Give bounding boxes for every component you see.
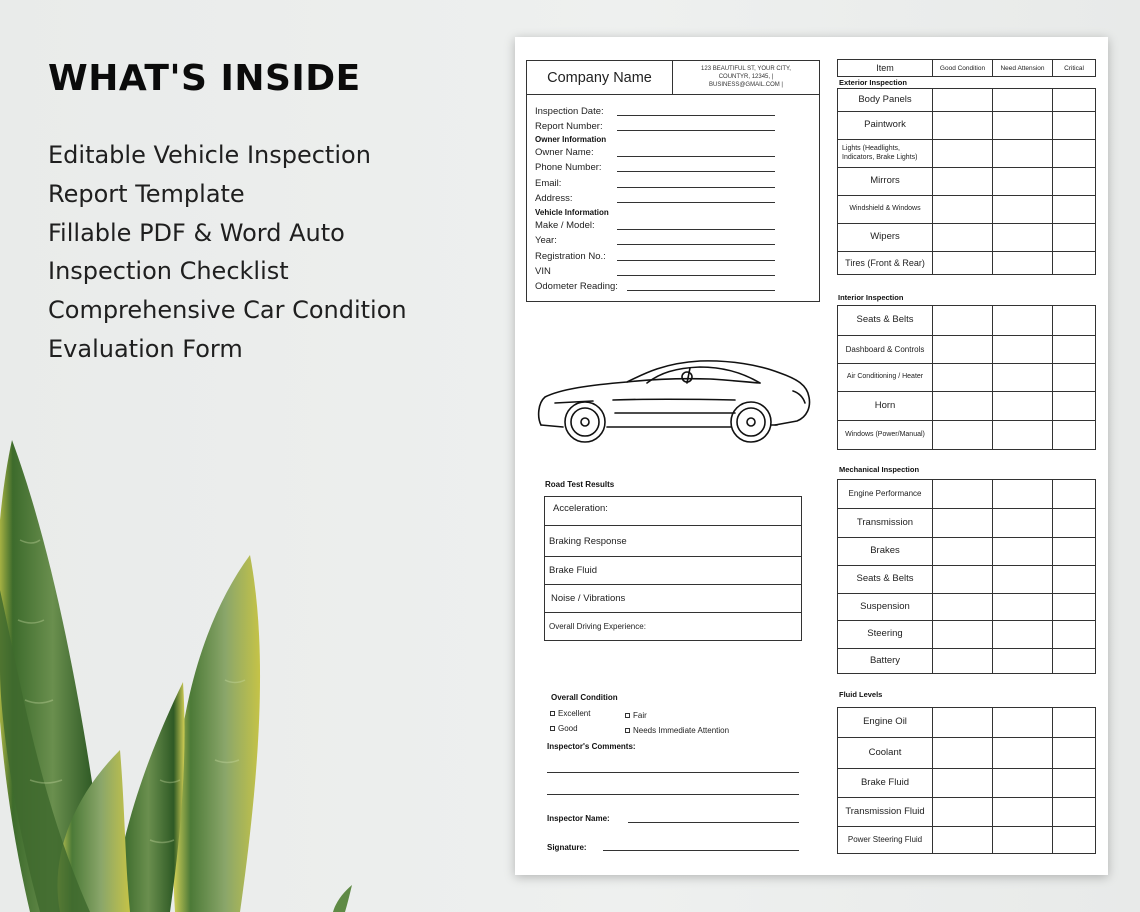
attention-cell[interactable] — [993, 364, 1053, 391]
item-label: Engine Oil — [838, 708, 933, 737]
checkbox-icon[interactable] — [550, 711, 555, 716]
good-cell[interactable] — [933, 594, 993, 620]
critical-cell[interactable] — [1053, 538, 1095, 565]
item-label: Coolant — [838, 738, 933, 768]
promo-title: WHAT'S INSIDE — [48, 58, 361, 99]
checklist-row — [838, 827, 1095, 853]
item-label: Battery — [838, 649, 933, 673]
registration-field[interactable] — [617, 260, 775, 261]
good-cell[interactable] — [933, 336, 993, 363]
attention-cell[interactable] — [993, 392, 1053, 420]
good-cell[interactable] — [933, 421, 993, 449]
item-label: Tires (Front & Rear) — [838, 252, 933, 274]
attention-cell[interactable] — [993, 168, 1053, 195]
comments-line-1[interactable] — [547, 772, 799, 773]
option-label: Good — [558, 724, 578, 733]
option-good[interactable] — [550, 724, 578, 733]
inspection-date-field[interactable] — [617, 115, 775, 116]
critical-cell[interactable] — [1053, 509, 1095, 537]
inspector-name-label: Inspector Name: — [547, 814, 610, 823]
road-test-label: Overall Driving Experience: — [549, 622, 646, 631]
item-label: Seats & Belts — [838, 566, 933, 593]
good-cell[interactable] — [933, 621, 993, 648]
item-label: Dashboard & Controls — [838, 336, 933, 363]
col-header-attention: Need Attension — [993, 60, 1053, 76]
critical-cell[interactable] — [1053, 224, 1095, 251]
promo-line: Report Template — [48, 179, 245, 208]
good-cell[interactable] — [933, 224, 993, 251]
good-cell[interactable] — [933, 538, 993, 565]
attention-cell[interactable] — [993, 89, 1053, 111]
road-test-label: Braking Response — [549, 535, 627, 547]
checkbox-icon[interactable] — [625, 713, 630, 718]
exterior-table — [837, 88, 1096, 275]
owner-vehicle-info-box — [526, 95, 820, 302]
checklist-row — [838, 421, 1095, 449]
col-header-good: Good Condition — [933, 60, 993, 76]
attention-cell[interactable] — [993, 566, 1053, 593]
interior-title: Interior Inspection — [838, 293, 904, 302]
good-cell[interactable] — [933, 480, 993, 508]
checklist-row — [838, 392, 1095, 421]
critical-cell[interactable] — [1053, 769, 1095, 797]
road-test-row[interactable] — [545, 585, 801, 613]
critical-cell[interactable] — [1053, 392, 1095, 420]
year-label: Year: — [535, 235, 557, 246]
road-test-label: Brake Fluid — [549, 565, 598, 576]
vin-label: VIN — [535, 266, 551, 277]
fluid-levels-table — [837, 707, 1096, 854]
item-label: Windows (Power/Manual) — [838, 421, 933, 449]
attention-cell[interactable] — [993, 621, 1053, 648]
road-test-label: Noise / Vibrations — [551, 593, 626, 604]
attention-cell[interactable] — [993, 827, 1053, 853]
inspector-comments-label: Inspector's Comments: — [547, 742, 636, 751]
checkbox-icon[interactable] — [625, 728, 630, 733]
overall-condition-title: Overall Condition — [551, 693, 618, 702]
good-cell[interactable] — [933, 392, 993, 420]
inspection-form-page — [515, 37, 1108, 875]
attention-cell[interactable] — [993, 480, 1053, 508]
form-header — [526, 60, 820, 95]
item-label: Seats & Belts — [838, 306, 933, 335]
road-test-row[interactable] — [545, 526, 801, 557]
inspection-date-label: Inspection Date: — [535, 106, 604, 117]
critical-cell[interactable] — [1053, 89, 1095, 111]
signature-label: Signature: — [547, 843, 587, 852]
email-field[interactable] — [617, 187, 775, 188]
critical-cell[interactable] — [1053, 168, 1095, 195]
promo-line: Editable Vehicle Inspection — [48, 141, 371, 169]
attention-cell[interactable] — [993, 708, 1053, 737]
critical-cell[interactable] — [1053, 336, 1095, 363]
checklist-row — [838, 306, 1095, 336]
report-number-label: Report Number: — [535, 121, 603, 132]
good-cell[interactable] — [933, 509, 993, 537]
option-label: Fair — [633, 711, 647, 720]
good-cell[interactable] — [933, 196, 993, 223]
address-label: Address: — [535, 193, 573, 204]
critical-cell[interactable] — [1053, 480, 1095, 508]
good-cell[interactable] — [933, 649, 993, 673]
mechanical-title: Mechanical Inspection — [839, 465, 920, 474]
critical-cell[interactable] — [1053, 708, 1095, 737]
attention-cell[interactable] — [993, 509, 1053, 537]
option-fair[interactable] — [625, 711, 647, 720]
item-label: Engine Performance — [838, 480, 933, 508]
promo-line: Fillable PDF & Word Auto — [48, 218, 345, 247]
good-cell[interactable] — [933, 306, 993, 335]
critical-cell[interactable] — [1053, 621, 1095, 648]
inspector-name-field[interactable] — [628, 822, 799, 823]
good-cell[interactable] — [933, 566, 993, 593]
company-name: Company Name — [527, 61, 673, 94]
item-label: Brakes — [838, 538, 933, 565]
attention-cell[interactable] — [993, 798, 1053, 826]
good-cell[interactable] — [933, 168, 993, 195]
checklist-row — [838, 140, 1095, 168]
item-label: Body Panels — [838, 89, 933, 111]
checklist-row — [838, 649, 1095, 673]
checklist-row — [838, 538, 1095, 566]
signature-field[interactable] — [603, 850, 799, 851]
checklist-row — [838, 252, 1095, 274]
critical-cell[interactable] — [1053, 566, 1095, 593]
critical-cell[interactable] — [1053, 364, 1095, 391]
item-label: Horn — [838, 392, 933, 420]
good-cell[interactable] — [933, 364, 993, 391]
attention-cell[interactable] — [993, 336, 1053, 363]
address-line: BUSINESS@GMAIL.COM | — [709, 82, 783, 88]
item-label: Windshield & Windows — [838, 196, 933, 223]
mechanical-table — [837, 479, 1096, 674]
road-test-row[interactable] — [545, 613, 801, 640]
item-label: Brake Fluid — [838, 769, 933, 797]
critical-cell[interactable] — [1053, 112, 1095, 139]
road-test-label: Acceleration: — [553, 503, 608, 514]
checklist-row — [838, 708, 1095, 738]
year-field[interactable] — [617, 244, 775, 245]
checklist-row — [838, 566, 1095, 594]
fluid-levels-title: Fluid Levels — [839, 690, 883, 699]
critical-cell[interactable] — [1053, 306, 1095, 335]
attention-cell[interactable] — [993, 140, 1053, 167]
checklist-row — [838, 336, 1095, 364]
good-cell[interactable] — [933, 252, 993, 274]
checklist-row — [838, 112, 1095, 140]
col-header-critical: Critical — [1064, 64, 1084, 72]
address-field[interactable] — [617, 202, 775, 203]
checklist-row — [838, 89, 1095, 112]
road-test-row[interactable] — [545, 557, 801, 585]
critical-cell[interactable] — [1053, 196, 1095, 223]
attention-cell[interactable] — [993, 738, 1053, 768]
option-needs-attention[interactable] — [625, 726, 729, 735]
checkbox-icon[interactable] — [550, 726, 555, 731]
checklist-row — [838, 480, 1095, 509]
option-excellent[interactable] — [550, 709, 590, 718]
odometer-label: Odometer Reading: — [535, 281, 618, 292]
good-cell[interactable] — [933, 112, 993, 139]
item-label: Power Steering Fluid — [838, 827, 933, 853]
checklist-row — [838, 594, 1095, 621]
attention-cell[interactable] — [993, 649, 1053, 673]
critical-cell[interactable] — [1053, 738, 1095, 768]
vin-field[interactable] — [617, 275, 775, 276]
item-label: Paintwork — [838, 112, 933, 139]
good-cell[interactable] — [933, 769, 993, 797]
owner-name-label: Owner Name: — [535, 147, 594, 158]
road-test-table — [544, 496, 802, 641]
promo-line: Evaluation Form — [48, 334, 243, 363]
good-cell[interactable] — [933, 798, 993, 826]
car-outline-icon — [535, 355, 815, 445]
checklist-row — [838, 798, 1095, 827]
phone-number-label: Phone Number: — [535, 162, 602, 173]
attention-cell[interactable] — [993, 224, 1053, 251]
report-number-field[interactable] — [617, 130, 775, 131]
good-cell[interactable] — [933, 738, 993, 768]
attention-cell[interactable] — [993, 594, 1053, 620]
critical-cell[interactable] — [1053, 649, 1095, 673]
good-cell[interactable] — [933, 708, 993, 737]
exterior-title: Exterior Inspection — [839, 78, 907, 87]
good-cell[interactable] — [933, 89, 993, 111]
checklist-row — [838, 769, 1095, 798]
option-label: Excellent — [558, 709, 591, 718]
road-test-title: Road Test Results — [545, 480, 615, 489]
snake-plant-image — [0, 420, 380, 912]
attention-cell[interactable] — [993, 196, 1053, 223]
attention-cell[interactable] — [993, 112, 1053, 139]
checklist-row — [838, 168, 1095, 196]
road-test-row[interactable] — [545, 497, 801, 526]
checklist-row — [838, 621, 1095, 649]
address-line: 123 BEAUTIFUL ST, YOUR CITY, — [701, 66, 791, 72]
critical-cell[interactable] — [1053, 252, 1095, 274]
critical-cell[interactable] — [1053, 140, 1095, 167]
item-label: Mirrors — [838, 168, 933, 195]
attention-cell[interactable] — [993, 252, 1053, 274]
make-model-field[interactable] — [617, 229, 775, 230]
critical-cell[interactable] — [1053, 827, 1095, 853]
address-line: COUNTYR, 12345, | — [718, 74, 774, 80]
company-address — [673, 65, 819, 89]
vehicle-info-heading: Vehicle Information — [535, 208, 609, 217]
checklist-row — [838, 224, 1095, 252]
item-label: Air Conditioning / Heater — [838, 364, 933, 391]
phone-number-field[interactable] — [617, 171, 775, 172]
option-label: Needs Immediate Attention — [633, 726, 730, 735]
odometer-field[interactable] — [627, 290, 775, 291]
critical-cell[interactable] — [1053, 421, 1095, 449]
item-label: Transmission Fluid — [838, 798, 933, 826]
registration-label: Registration No.: — [535, 251, 606, 262]
checklist-row — [838, 364, 1095, 392]
attention-cell[interactable] — [993, 306, 1053, 335]
owner-name-field[interactable] — [617, 156, 775, 157]
item-label: Steering — [838, 621, 933, 648]
comments-line-2[interactable] — [547, 794, 799, 795]
promo-line: Inspection Checklist — [48, 257, 289, 286]
good-cell[interactable] — [933, 140, 993, 167]
attention-cell[interactable] — [993, 421, 1053, 449]
checklist-column-headers — [837, 59, 1096, 77]
attention-cell[interactable] — [993, 538, 1053, 565]
item-label: Lights (Headlights, Indicators, Brake Lights) — [838, 140, 933, 167]
promo-feature-list — [48, 136, 407, 369]
item-label: Transmission — [838, 509, 933, 537]
critical-cell[interactable] — [1053, 594, 1095, 620]
make-model-label: Make / Model: — [535, 220, 595, 231]
checklist-row — [838, 738, 1095, 769]
email-label: Email: — [535, 178, 562, 189]
critical-cell[interactable] — [1053, 798, 1095, 826]
item-label: Wipers — [838, 224, 933, 251]
interior-table — [837, 305, 1096, 450]
checklist-row — [838, 196, 1095, 224]
item-label: Suspension — [838, 594, 933, 620]
attention-cell[interactable] — [993, 769, 1053, 797]
checklist-row — [838, 509, 1095, 538]
promo-line: Comprehensive Car Condition — [48, 296, 407, 325]
good-cell[interactable] — [933, 827, 993, 853]
owner-info-heading: Owner Information — [535, 135, 607, 144]
col-header-item: Item — [838, 60, 933, 76]
